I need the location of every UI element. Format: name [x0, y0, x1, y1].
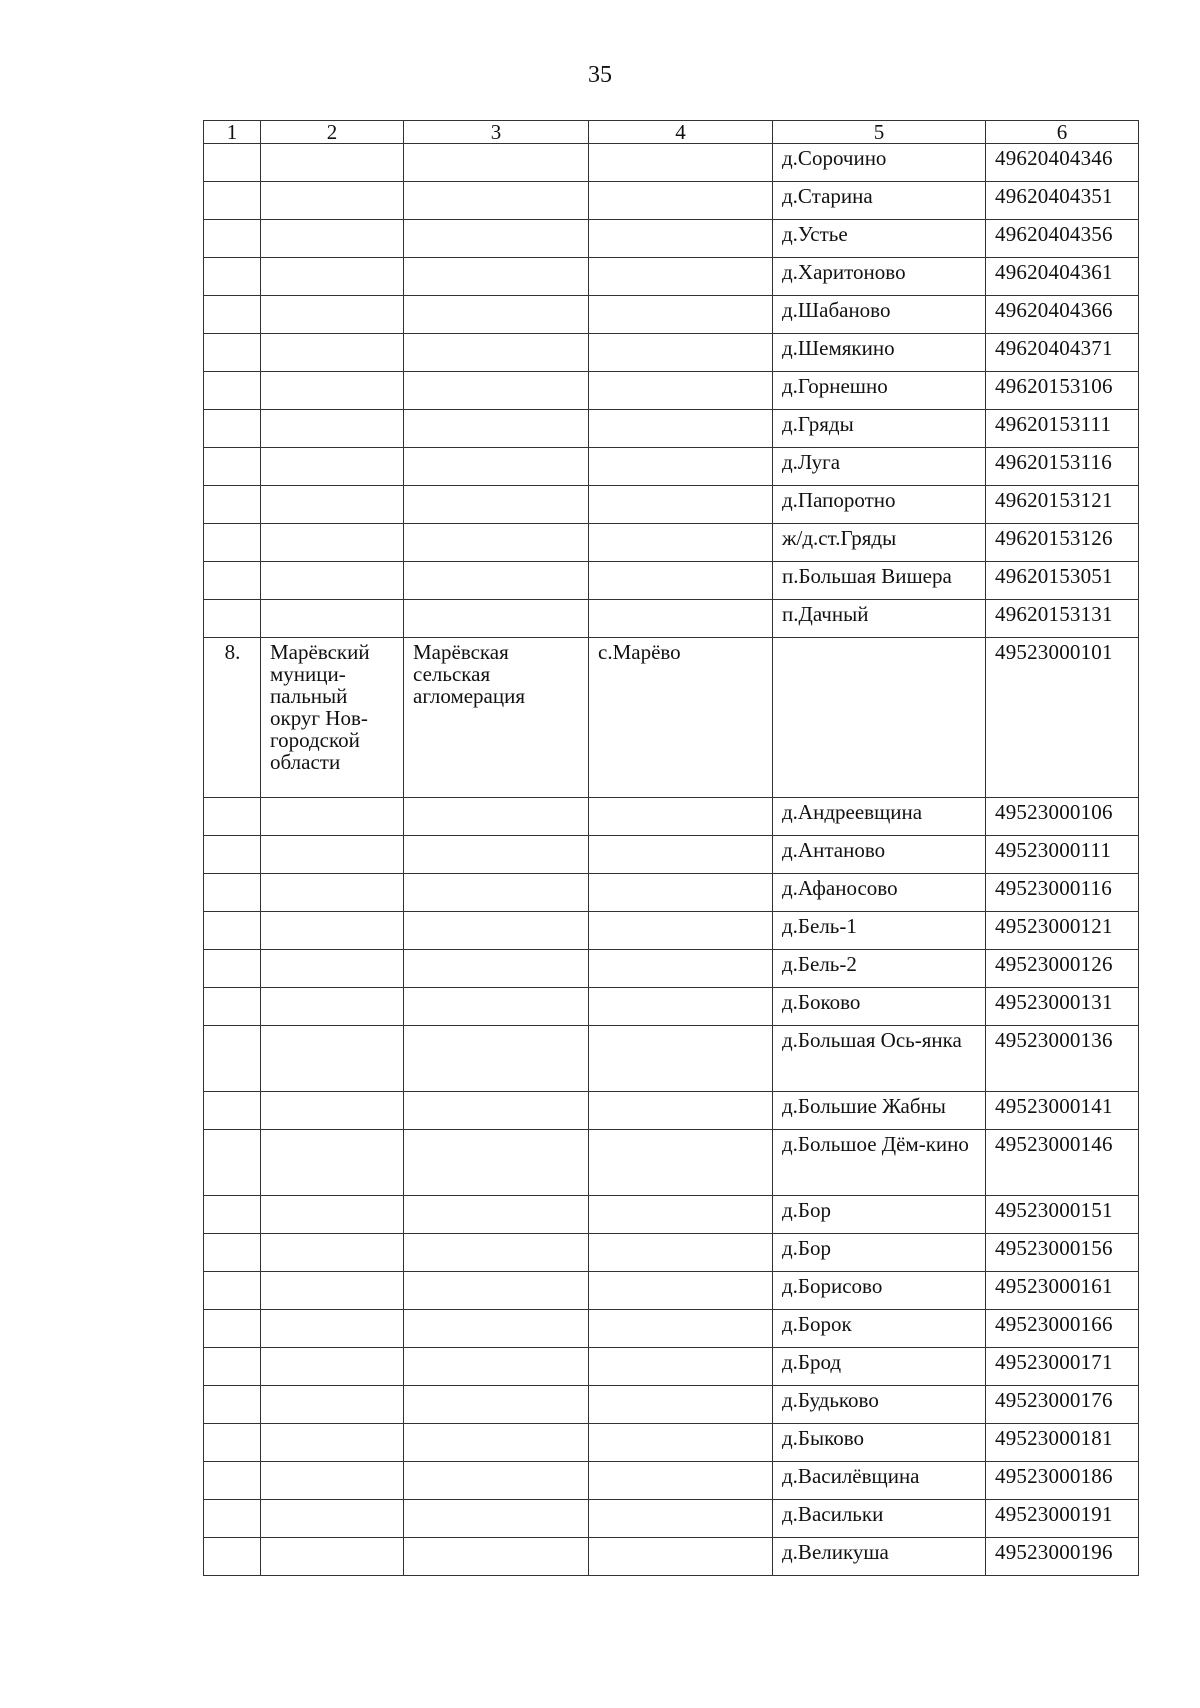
empty-cell	[204, 1386, 261, 1424]
table-row	[204, 1130, 1139, 1196]
empty-cell	[404, 600, 589, 638]
empty-cell	[261, 912, 404, 950]
settlement-cell: д.Луга	[773, 448, 986, 486]
table-row	[204, 1348, 1139, 1386]
empty-cell	[204, 296, 261, 334]
group-row	[204, 638, 1139, 798]
empty-cell	[404, 1234, 589, 1272]
code-cell: 49523000151	[986, 1196, 1139, 1234]
empty-cell	[404, 144, 589, 182]
code-cell: 49620153051	[986, 562, 1139, 600]
code-cell: 49620404346	[986, 144, 1139, 182]
empty-cell	[204, 912, 261, 950]
empty-cell	[261, 410, 404, 448]
empty-cell	[204, 836, 261, 874]
empty-cell	[404, 1538, 589, 1576]
empty-cell	[261, 1026, 404, 1092]
empty-cell	[204, 486, 261, 524]
code-cell: 49620404356	[986, 220, 1139, 258]
empty-cell	[204, 258, 261, 296]
empty-cell	[404, 1310, 589, 1348]
empty-cell	[204, 950, 261, 988]
empty-cell	[261, 1130, 404, 1196]
column-header: 1	[204, 121, 261, 144]
empty-cell	[589, 1092, 773, 1130]
empty-cell	[404, 912, 589, 950]
settlement-cell: ж/д.ст.Гряды	[773, 524, 986, 562]
column-header: 2	[261, 121, 404, 144]
code-cell: 49523000126	[986, 950, 1139, 988]
code-cell: 49523000191	[986, 1500, 1139, 1538]
code-cell: 49523000116	[986, 874, 1139, 912]
code-cell: 49620153131	[986, 600, 1139, 638]
empty-cell	[589, 912, 773, 950]
table-row	[204, 486, 1139, 524]
empty-cell	[404, 372, 589, 410]
empty-cell	[204, 1348, 261, 1386]
empty-cell	[261, 600, 404, 638]
settlement-cell: д.Шемякино	[773, 334, 986, 372]
empty-cell	[589, 372, 773, 410]
empty-cell	[589, 448, 773, 486]
empty-cell	[261, 220, 404, 258]
settlement-cell: д.Большие Жабны	[773, 1092, 986, 1130]
code-cell: 49620404366	[986, 296, 1139, 334]
settlement-cell: д.Брод	[773, 1348, 986, 1386]
settlement-cell: д.Бор	[773, 1234, 986, 1272]
empty-cell	[204, 1026, 261, 1092]
empty-cell	[404, 1424, 589, 1462]
table-row	[204, 600, 1139, 638]
code-cell: 49620404351	[986, 182, 1139, 220]
empty-cell	[261, 562, 404, 600]
empty-cell	[261, 296, 404, 334]
empty-cell	[589, 562, 773, 600]
empty-cell	[261, 1500, 404, 1538]
table-body-top	[204, 144, 1139, 638]
empty-cell	[404, 1092, 589, 1130]
empty-cell	[261, 258, 404, 296]
table-row	[204, 220, 1139, 258]
empty-cell	[204, 988, 261, 1026]
empty-cell	[261, 950, 404, 988]
table-row	[204, 1092, 1139, 1130]
empty-cell	[404, 950, 589, 988]
settlement-cell: д.Горнешно	[773, 372, 986, 410]
column-header: 6	[986, 121, 1139, 144]
empty-cell	[404, 1272, 589, 1310]
empty-cell	[204, 1500, 261, 1538]
empty-cell	[589, 1310, 773, 1348]
code-cell: 49523000121	[986, 912, 1139, 950]
empty-cell	[204, 182, 261, 220]
empty-cell	[261, 524, 404, 562]
empty-cell	[589, 1234, 773, 1272]
empty-cell	[261, 1310, 404, 1348]
table-row	[204, 1196, 1139, 1234]
empty-cell	[589, 486, 773, 524]
table-row	[204, 1500, 1139, 1538]
empty-cell	[404, 836, 589, 874]
district-cell: Марёвский муници-пальный округ Нов-городской области	[261, 638, 404, 798]
empty-cell	[261, 334, 404, 372]
code-cell: 49523000131	[986, 988, 1139, 1026]
settlement-cell: д.Боково	[773, 988, 986, 1026]
settlement-cell: д.Устье	[773, 220, 986, 258]
empty-cell	[261, 874, 404, 912]
empty-cell	[589, 334, 773, 372]
empty-cell	[589, 1538, 773, 1576]
settlement-cell: д.Большое Дём-кино	[773, 1130, 986, 1196]
empty-cell	[589, 524, 773, 562]
table-row	[204, 912, 1139, 950]
code-cell: 49523000146	[986, 1130, 1139, 1196]
row-number: 8.	[204, 638, 261, 798]
empty-cell	[261, 144, 404, 182]
empty-cell	[589, 1272, 773, 1310]
empty-cell	[404, 874, 589, 912]
settlement-cell: д.Великуша	[773, 1538, 986, 1576]
settlement-cell: д.Борисово	[773, 1272, 986, 1310]
empty-cell	[204, 1424, 261, 1462]
table-row	[204, 258, 1139, 296]
table-row	[204, 1272, 1139, 1310]
empty-cell	[261, 836, 404, 874]
settlements-table	[203, 120, 1139, 1576]
table-row	[204, 144, 1139, 182]
empty-cell	[404, 220, 589, 258]
code-cell: 49523000106	[986, 798, 1139, 836]
empty-cell	[404, 1130, 589, 1196]
empty-cell	[261, 1538, 404, 1576]
empty-cell	[404, 334, 589, 372]
empty-cell	[589, 1026, 773, 1092]
empty-cell	[589, 144, 773, 182]
empty-cell	[589, 220, 773, 258]
empty-cell	[204, 1272, 261, 1310]
empty-cell	[204, 372, 261, 410]
empty-cell	[404, 1026, 589, 1092]
code-cell: 49523000181	[986, 1424, 1139, 1462]
empty-cell	[404, 1386, 589, 1424]
settlement-cell: д.Быково	[773, 1424, 986, 1462]
empty-cell	[261, 1272, 404, 1310]
code-cell: 49620153111	[986, 410, 1139, 448]
empty-cell	[404, 258, 589, 296]
empty-cell	[204, 1310, 261, 1348]
empty-cell	[589, 258, 773, 296]
code-cell: 49523000176	[986, 1386, 1139, 1424]
table-row	[204, 448, 1139, 486]
column-header: 5	[773, 121, 986, 144]
empty-cell	[204, 1130, 261, 1196]
settlement-cell: д.Шабаново	[773, 296, 986, 334]
empty-cell	[204, 334, 261, 372]
empty-cell	[261, 1092, 404, 1130]
code-cell: 49523000161	[986, 1272, 1139, 1310]
code-cell: 49523000171	[986, 1348, 1139, 1386]
empty-cell	[589, 798, 773, 836]
empty-cell	[589, 1462, 773, 1500]
empty-cell	[404, 1196, 589, 1234]
code-cell: 49620153116	[986, 448, 1139, 486]
code-cell: 49620404361	[986, 258, 1139, 296]
empty-cell	[261, 486, 404, 524]
settlement-cell: д.Бор	[773, 1196, 986, 1234]
empty-cell	[261, 1348, 404, 1386]
table-row	[204, 182, 1139, 220]
empty-cell	[261, 448, 404, 486]
empty-cell	[589, 600, 773, 638]
empty-cell	[404, 562, 589, 600]
empty-cell	[589, 1130, 773, 1196]
empty-cell	[261, 798, 404, 836]
table-row	[204, 1310, 1139, 1348]
column-header: 4	[589, 121, 773, 144]
empty-cell	[589, 1196, 773, 1234]
table-row	[204, 1424, 1139, 1462]
empty-cell	[404, 988, 589, 1026]
empty-cell	[404, 486, 589, 524]
center-cell: с.Марёво	[589, 638, 773, 798]
empty-cell	[589, 836, 773, 874]
table-row	[204, 372, 1139, 410]
empty-cell	[404, 1462, 589, 1500]
empty-cell	[204, 798, 261, 836]
table-row	[204, 524, 1139, 562]
empty-cell	[204, 1196, 261, 1234]
settlement-cell: д.Афаносово	[773, 874, 986, 912]
code-cell: 49523000156	[986, 1234, 1139, 1272]
empty-cell	[589, 874, 773, 912]
empty-cell	[204, 448, 261, 486]
settlement-cell: д.Антаново	[773, 836, 986, 874]
code-cell: 49620153106	[986, 372, 1139, 410]
empty-cell	[589, 1424, 773, 1462]
empty-cell	[204, 144, 261, 182]
table-row	[204, 988, 1139, 1026]
code-cell: 49620404371	[986, 334, 1139, 372]
empty-cell	[589, 182, 773, 220]
settlement-cell: п.Дачный	[773, 600, 986, 638]
empty-cell	[404, 1500, 589, 1538]
code-cell: 49523000101	[986, 638, 1139, 798]
empty-cell	[589, 296, 773, 334]
table-row	[204, 798, 1139, 836]
empty-cell	[204, 874, 261, 912]
empty-cell	[261, 372, 404, 410]
empty-cell	[204, 1234, 261, 1272]
settlement-cell: д.Папоротно	[773, 486, 986, 524]
table-row	[204, 1234, 1139, 1272]
code-cell: 49620153121	[986, 486, 1139, 524]
code-cell: 49523000111	[986, 836, 1139, 874]
empty-cell	[404, 1348, 589, 1386]
empty-cell	[261, 182, 404, 220]
code-cell: 49523000136	[986, 1026, 1139, 1092]
code-cell: 49523000186	[986, 1462, 1139, 1500]
settlement-cell: п.Большая Вишера	[773, 562, 986, 600]
column-header: 3	[404, 121, 589, 144]
empty-cell	[204, 524, 261, 562]
empty-cell	[589, 1348, 773, 1386]
empty-cell	[204, 1462, 261, 1500]
empty-cell	[589, 410, 773, 448]
code-cell: 49523000141	[986, 1092, 1139, 1130]
empty-cell	[404, 798, 589, 836]
table-row	[204, 410, 1139, 448]
code-cell: 49523000196	[986, 1538, 1139, 1576]
group-row-body	[204, 638, 1139, 798]
table-row	[204, 1462, 1139, 1500]
empty-cell	[404, 296, 589, 334]
settlement-cell: д.Гряды	[773, 410, 986, 448]
page-number: 35	[588, 62, 612, 88]
empty-cell	[204, 1092, 261, 1130]
settlement-cell: д.Борок	[773, 1310, 986, 1348]
empty-cell	[404, 524, 589, 562]
empty-cell	[204, 220, 261, 258]
agglomeration-cell: Марёвская сельская агломерация	[404, 638, 589, 798]
code-cell: 49620153126	[986, 524, 1139, 562]
empty-cell	[204, 600, 261, 638]
empty-cell	[204, 1538, 261, 1576]
empty-cell	[261, 1196, 404, 1234]
settlement-cell: д.Харитоново	[773, 258, 986, 296]
settlement-cell: д.Старина	[773, 182, 986, 220]
empty-cell	[261, 1386, 404, 1424]
settlement-cell: д.Андреевщина	[773, 798, 986, 836]
empty-cell	[261, 988, 404, 1026]
empty-cell	[204, 410, 261, 448]
settlement-cell: д.Сорочино	[773, 144, 986, 182]
empty-cell	[261, 1234, 404, 1272]
settlement-cell: д.Большая Ось-янка	[773, 1026, 986, 1092]
header-row	[204, 121, 1139, 144]
settlement-cell	[773, 638, 986, 798]
empty-cell	[589, 950, 773, 988]
settlement-cell: д.Василёвщина	[773, 1462, 986, 1500]
settlement-cell: д.Бель-2	[773, 950, 986, 988]
table-body-bottom	[204, 798, 1139, 1576]
settlement-cell: д.Васильки	[773, 1500, 986, 1538]
table-row	[204, 562, 1139, 600]
table-row	[204, 874, 1139, 912]
code-cell: 49523000166	[986, 1310, 1139, 1348]
settlement-cell: д.Будьково	[773, 1386, 986, 1424]
table-row	[204, 950, 1139, 988]
empty-cell	[404, 410, 589, 448]
empty-cell	[404, 182, 589, 220]
settlement-cell: д.Бель-1	[773, 912, 986, 950]
empty-cell	[589, 1386, 773, 1424]
empty-cell	[261, 1424, 404, 1462]
empty-cell	[404, 448, 589, 486]
empty-cell	[589, 1500, 773, 1538]
empty-cell	[204, 562, 261, 600]
empty-cell	[261, 1462, 404, 1500]
table-row	[204, 836, 1139, 874]
empty-cell	[589, 988, 773, 1026]
table-row	[204, 1538, 1139, 1576]
table-row	[204, 296, 1139, 334]
table-row	[204, 1026, 1139, 1092]
table-row	[204, 1386, 1139, 1424]
table-row	[204, 334, 1139, 372]
